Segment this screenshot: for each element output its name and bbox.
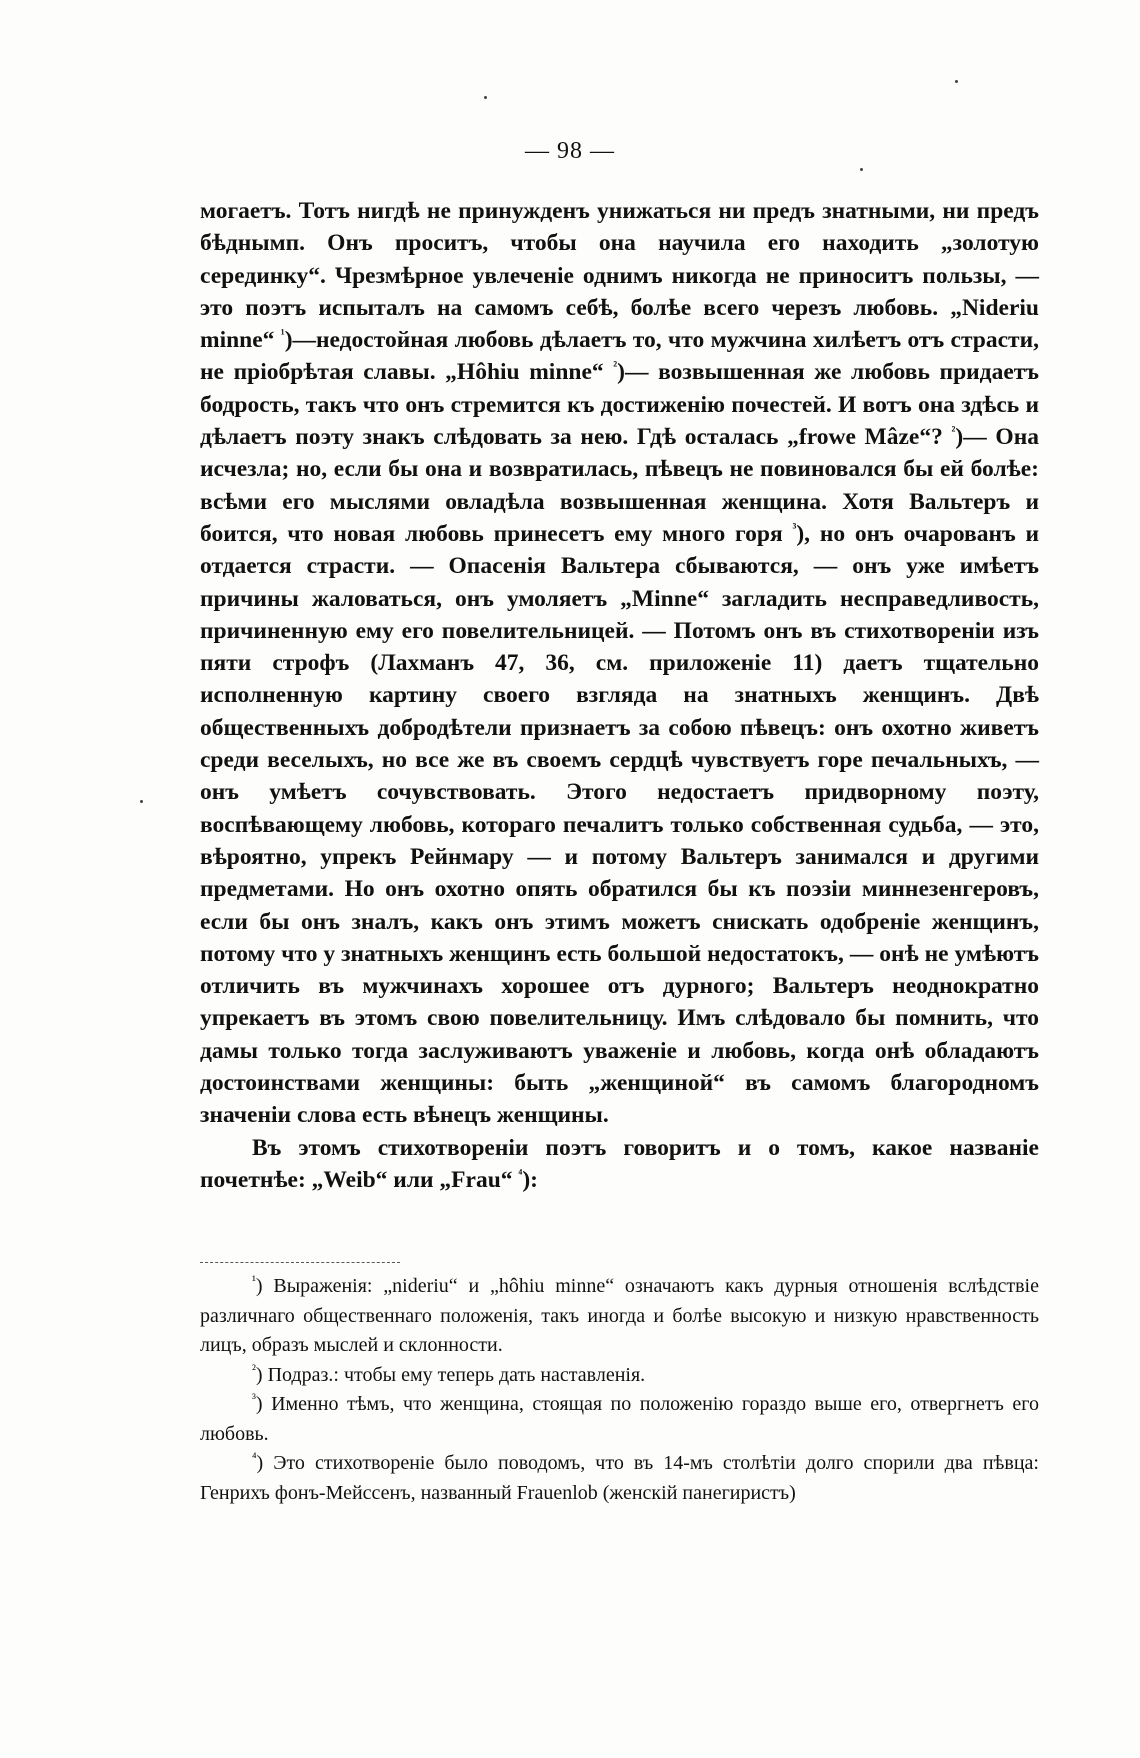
footnote-mark: ³ bbox=[252, 1390, 256, 1406]
body-paragraph bbox=[200, 1132, 1039, 1197]
print-speck bbox=[484, 96, 487, 99]
print-speck bbox=[860, 168, 863, 171]
text-run: могаетъ. Тотъ нигдѣ не принужденъ унижаться ни предъ знатными, ни предъ бѣднымп. Онъ проситъ, чтобы она научила его находить „золотую серединку“. Чрезмѣрное увлеченіе однимъ никогда не приноситъ пользы, — это поэтъ испыталъ на самомъ себѣ, болѣе всего черезъ любовь. „Niderіu minne“ bbox=[200, 198, 1039, 354]
footnote-text: ) Подраз.: чтобы ему теперь дать наставленія. bbox=[255, 1363, 646, 1386]
footnote-mark: ² bbox=[252, 1360, 256, 1376]
print-speck bbox=[140, 800, 143, 803]
text-run: ), но онъ очарованъ и отдается страсти. — Опасенія Вальтера сбываются, — онъ уже имѣетъ причины жаловаться, онъ умоляетъ „Minne“ загладить несправедливость, причиненную ему его повелительницей. — Потомъ онъ въ стихотвореніи изъ пяти строфъ (Лахманъ 47, 36, см. приложеніе 11) даетъ тщательно исполненную картину своего взгляда на знатныхъ женщинъ. Двѣ общественныхъ добродѣтели признаетъ за собою пѣвецъ: онъ охотно живетъ среди веселыхъ, но все же въ своемъ сердцѣ чувствуетъ горе печальныхъ, — онъ умѣетъ сочувствовать. Этого недостаетъ придворному поэту, воспѣвающему любовь, котораго печалитъ только собственная судьба, — это, вѣроятно, упрекъ Рейнмару — и потому Вальтеръ занимался и другими предметами. Но онъ охотно опять обратился бы къ поэзіи миннезенгеровъ, если бы онъ зналъ, какъ онъ этимъ можетъ снискать одобреніе женщинъ, потому что у знатныхъ женщинъ есть большой недостатокъ, — онѣ не умѣютъ отличить въ мужчинахъ хорошее отъ дурного; Вальтеръ неоднократно упрекаетъ въ этомъ свою повелительницу. Имъ слѣдовало бы помнить, что дамы только тогда заслуживаютъ уваженіе и любовь, когда онѣ обладаютъ достоинствами женщины: быть „женщиной“ въ самомъ благородномъ значеніи слова есть вѣнецъ женщины. bbox=[200, 520, 1039, 1129]
main-text bbox=[200, 195, 1039, 1196]
footnote-reference: ⁴ bbox=[518, 1166, 523, 1182]
footnote-text: ) Это стихотвореніе было поводомъ, что въ 14-мъ столѣтіи долго спорили два пѣвца: Генрихъ фонъ-Мейссенъ, названный Frauenlob (женскій панегиристъ) bbox=[200, 1452, 1039, 1504]
footnote-mark: ⁴ bbox=[252, 1449, 257, 1465]
footnote-reference: ³ bbox=[792, 520, 797, 536]
footnote-reference: ² bbox=[613, 358, 618, 374]
text-run: )— Она исчезла; но, если бы она и возвратилась, пѣвецъ не повиновался бы ей болѣе: всѣми его мыслями овладѣла возвышенная женщина. Хотя Вальтеръ и боится, что новая любовь принесетъ ему много горя bbox=[200, 424, 1039, 547]
footnotes bbox=[200, 1272, 1039, 1508]
footnote-mark: ¹ bbox=[252, 1272, 256, 1288]
footnote bbox=[200, 1272, 1039, 1361]
footnote-text: ) Выраженія: „niderіu“ и „hôhiu minne“ означаютъ какъ дурныя отношенія вслѣдствіе различнаго общественнаго положенія, такъ иногда и болѣе высокую и низкую нравственность лицъ, образъ мыслей и склонности. bbox=[200, 1275, 1039, 1356]
footnote-reference: ¹ bbox=[280, 326, 285, 342]
page-number: — 98 — bbox=[525, 138, 615, 164]
print-speck bbox=[955, 80, 958, 83]
text-run: Въ этомъ стихотвореніи поэтъ говоритъ и о томъ, какое названіе почетнѣе: „Weib“ или „Frau“ bbox=[200, 1134, 1039, 1193]
text-run: )— возвышенная же любовь придаетъ бодрость, такъ что онъ стремится къ достиженію почестей. И вотъ она здѣсь и дѣлаетъ поэту знакъ слѣдовать за нею. Гдѣ осталась „frowe Mâze“? bbox=[200, 359, 1039, 451]
footnote bbox=[200, 1361, 1039, 1391]
footnote-separator bbox=[200, 1262, 400, 1263]
text-run: ): bbox=[522, 1166, 538, 1193]
footnote-reference: ² bbox=[951, 423, 956, 439]
body-paragraph bbox=[200, 195, 1039, 1132]
footnote bbox=[200, 1390, 1039, 1449]
footnote bbox=[200, 1449, 1039, 1508]
text-run: )—недостойная любовь дѣлаетъ то, что мужчина хилѣетъ отъ страсти, не пріобрѣтая славы. „Hôhiu minne“ bbox=[200, 327, 1039, 386]
footnote-text: ) Именно тѣмъ, что женщина, стоящая по положенію гораздо выше его, отвергнетъ его любовь. bbox=[200, 1393, 1039, 1445]
